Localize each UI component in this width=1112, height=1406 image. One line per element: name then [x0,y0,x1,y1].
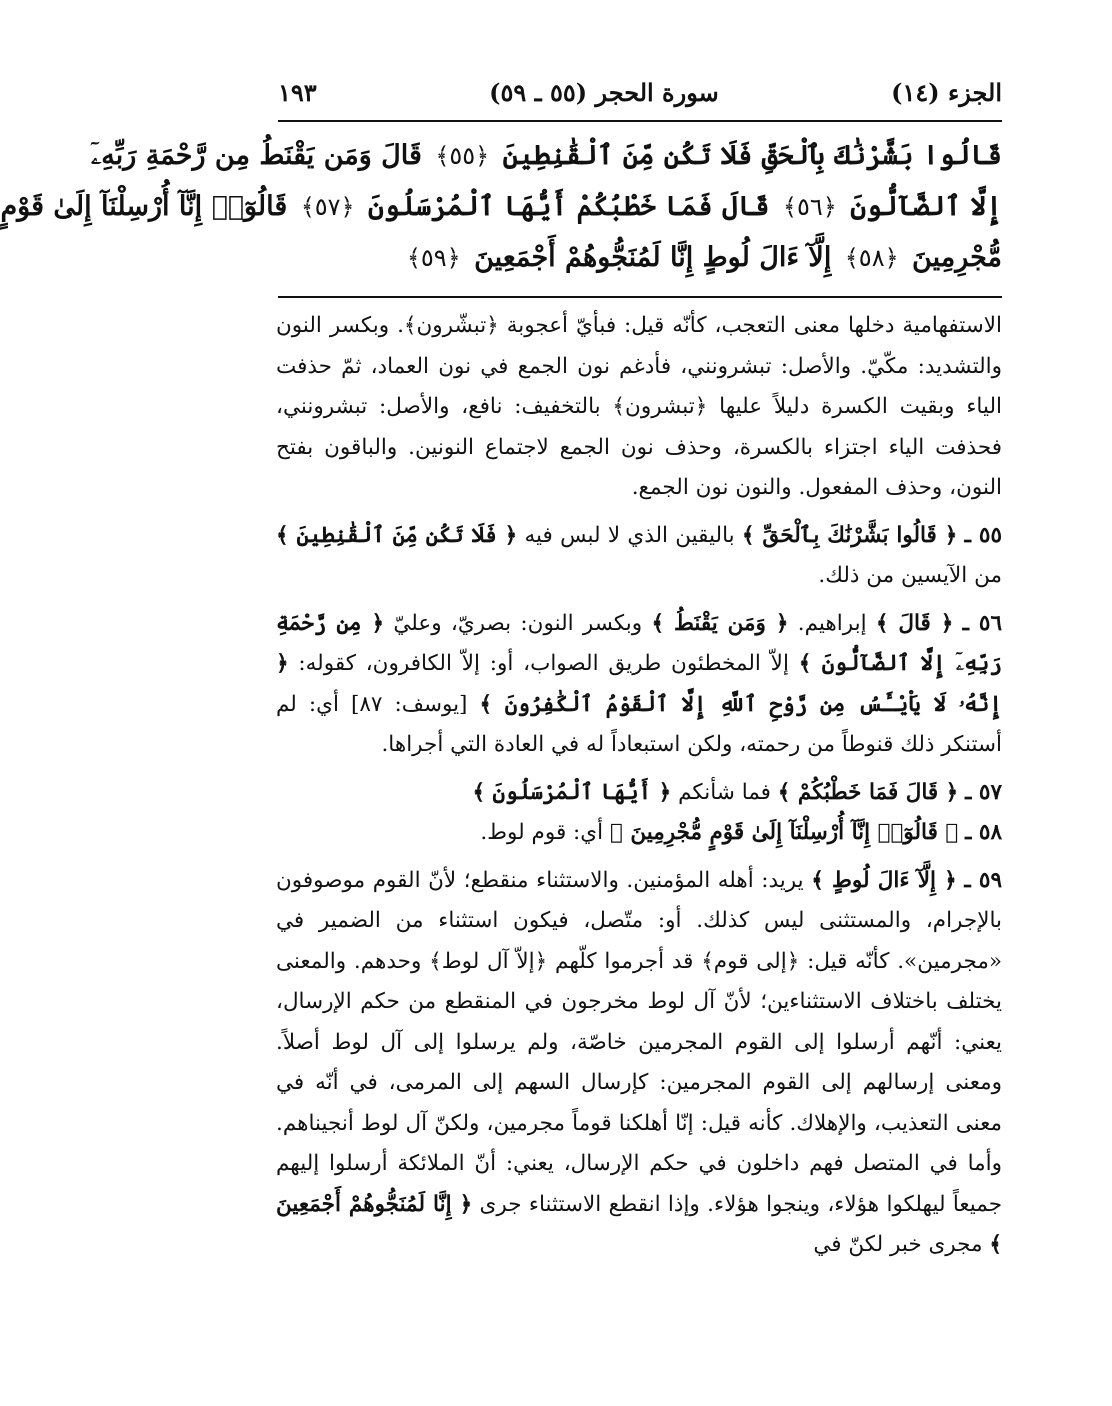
commentary-text: إبراهيم. [797,610,867,636]
commentary-paragraph-59 [276,861,1002,1266]
commentary-text: يريد: أهله المؤمنين. والاستثناء منقطع؛ لأنّ القوم موصوفون بالإجرام، والمستثنى ليس كذلك. أو: متّصل، فيكون استثناء من الضمير في «مجرمين». كأنّه قيل: ﴿إلى قوم﴾ قد أجرموا كلّهم ﴿إلاّ آل لوط﴾ وحدهم. والمعنى يختلف باختلاف الاستثناءين؛ لأنّ آل لوط مخرجون في المنقطع من حكم الإرسال، يعني: أنّهم أرسلوا إلى القوم المجرمين خاصّة، ولم يرسلوا إلى آل لوط أصلاً. ومعنى إرسالهم إلى القوم المجرمين: كإرسال السهم إلى المرمى، في أنّه في معنى التعذيب، والإهلاك. كأنه قيل: إنّا أهلكنا قوماً مجرمين، ولكنّ آل لوط أنجيناهم. وأما في المتصل فهم داخلون في حكم الإرسال، يعني: أنّ الملائكة أرسلوا إليهم جميعاً ليهلكوا هؤلاء، وينجوا هؤلاء. وإذا انقطع الاستثناء جرى [276,867,1002,1217]
verse-text: قَالَ فَمَا خَطْبُكُمْ أَيُّهَا ٱلْمُرْسَلُونَ [368,191,770,222]
verse-text: قَالَ وَمَن يَقْنَطُ مِن رَّحْمَةِ رَبِّهِۦٓ [91,140,422,171]
verse-number-56: ﴿٥٦﴾ [782,193,837,221]
quran-quote: ﴿ فَلَا تَكُن مِّنَ ٱلْقَٰنِطِينَ ﴾ [276,522,518,548]
verse-ref-number: ٥٧ ـ [965,779,1002,805]
commentary-paragraph-58 [276,813,1002,854]
quran-quote: ﴿ قَالَ فَمَا خَطْبُكُمْ ﴾ [777,779,959,805]
verse-text: مُّجْرِمِينَ [912,242,1002,273]
verse-number-58: ﴿٥٨﴾ [844,244,899,272]
commentary-text: من الآيسين من ذلك. [818,563,1002,588]
verse-text: إِلَّآ ءَالَ لُوطٍ إِنَّا لَمُنَجُّوهُمْ أَجْمَعِينَ [474,242,832,273]
commentary-text: أي: قوم لوط. [480,820,604,845]
verse-number-59: ﴿٥٩﴾ [406,244,461,272]
commentary-text: فما شأنكم [678,779,771,805]
commentary-paragraph-55 [276,516,1002,597]
quran-quote: ﴿ مِن رَّحْمَةِ رَبِّهِۦٓ إِلَّا ٱلضَّآلُّونَ ﴾ [276,610,1002,676]
page-header [278,70,1002,114]
quran-quote: ﴿ إِلَّآ ءَالَ لُوطٍ ﴾ [811,867,957,893]
commentary-paragraph: الاستفهامية دخلها معنى التعجب، كأنّه قيل: فبأيّ أعجوبة ﴿تبشّرون﴾. وبكسر النون والتشديد: مكّيّ. والأصل: تبشرونني، فأدغم نون الجمع في نون العماد، ثمّ حذفت الياء وبقيت الكسرة دليلاً عليها ﴿تبشرون﴾ بالتخفيف: نافع، والأصل: تبشرونني، فحذفت الياء اجتزاء بالكسرة، وحذف نون الجمع لاجتماع النونين. والباقون بفتح النون، وحذف المفعول. والنون نون الجمع. [276,313,1002,500]
verse-text: قَالُوا بَشَّرْنَٰكَ بِٱلْحَقِّ فَلَا تَكُن مِّنَ ٱلْقَٰنِطِينَ [502,140,1002,171]
commentary-text: مجرى خبر لكنّ في [813,1232,983,1257]
verse-number-55: ﴿٥٥﴾ [435,142,490,170]
verse-ref-number: ٥٦ ـ [962,610,1002,636]
commentary-body [276,306,1002,1366]
quran-verses [0,130,1002,290]
commentary-text: وبكسر النون: بصريّ، وعليّ [393,610,643,636]
commentary-text: باليقين الذي لا لبس فيه [524,522,735,548]
verse-ref-number: ٥٩ ـ [964,867,1002,893]
page-number: ١٩٣ [278,77,317,107]
quran-quote: ﴿ إِنَّا لَمُنَجُّوهُمْ أَجْمَعِينَ ﴾ [276,1191,1002,1257]
quran-quote: ﴿ وَمَن يَقْنَطُ ﴾ [651,610,789,636]
commentary-paragraph-57 [276,773,1002,814]
surah-title: سورة الحجر (٥٥ ـ ٥٩) [489,77,719,107]
quran-line-3 [278,232,1002,283]
quran-line-1 [91,130,1002,181]
quran-quote: ﴿ قَالُوٓا۟ إِنَّآ أُرْسِلْنَآ إِلَىٰ قَوْمٍ مُّجْرِمِينَ ﴾ [609,820,959,845]
verse-text: قَالُوٓا۟ إِنَّآ أُرْسِلْنَآ إِلَىٰ قَوْمٍ [0,191,288,222]
header-divider [278,120,1002,122]
quran-quote: ﴿ أَيُّهَا ٱلْمُرْسَلُونَ ﴾ [472,779,672,805]
quran-quote: ﴿ إِنَّهُۥ لَا يَاْيْـَٔسُ مِن رَّوْحِ ٱللَّهِ إِلَّا ٱلْقَوْمُ ٱلْكَٰفِرُونَ ﴾ [276,651,1002,717]
quran-quote: ﴿ قَالُوا بَشَّرْنَٰكَ بِٱلْحَقِّ ﴾ [741,522,958,548]
verses-divider [278,296,1002,298]
commentary-text: [يوسف: ٨٧] أي: لم أستنكر ذلك قنوطاً من رحمته، ولكن استبعاداً له في العادة التي أجراها. [276,691,1002,757]
quran-quote: ﴿ قَالَ ﴾ [875,610,954,636]
verse-ref-number: ٥٨ ـ [965,820,1002,845]
commentary-text: إلاّ المخطئون طريق الصواب، أو: إلاّ الكافرون، كقوله: [298,651,789,676]
verse-text: إِلَّا ٱلضَّآلُّونَ [850,191,1002,222]
verse-number-57: ﴿٥٧﴾ [300,193,355,221]
commentary-paragraph-56 [276,604,1002,766]
quran-line-2 [0,181,1002,232]
verse-ref-number: ٥٥ ـ [964,522,1003,548]
part-label: الجزء (١٤) [891,77,1002,107]
